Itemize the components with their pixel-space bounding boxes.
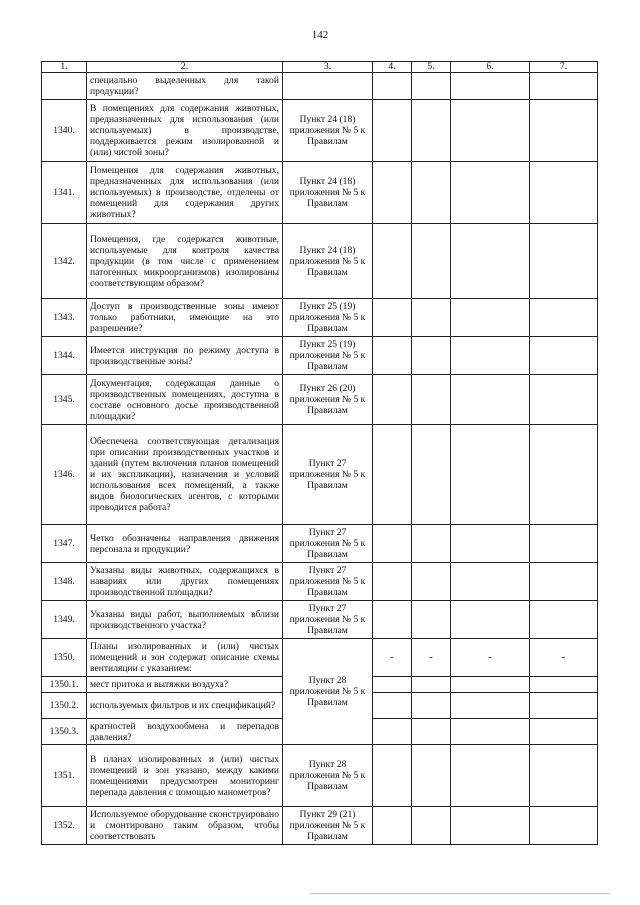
row-number: 1342.	[42, 224, 87, 299]
row-number: 1350.	[42, 639, 87, 677]
answer-cell-col-4	[373, 100, 412, 162]
answer-cell-col-4	[373, 525, 412, 563]
answer-cell-col-6	[451, 693, 530, 719]
table-row	[42, 73, 598, 100]
legal-reference: Пункт 27 приложения № 5 к Правилам	[283, 425, 373, 525]
answer-cell-col-7	[530, 677, 598, 693]
answer-cell-col-6	[451, 745, 530, 807]
header-col-3: 3.	[283, 62, 373, 73]
answer-cell-col-4	[373, 299, 412, 337]
row-number: 1343.	[42, 299, 87, 337]
question-text: Указаны виды животных, содержащихся в навариях или других помещениях производственной площадки?	[87, 563, 283, 601]
answer-cell-col-7	[530, 601, 598, 639]
answer-cell-col-6	[451, 100, 530, 162]
header-col-5: 5.	[412, 62, 451, 73]
answer-cell-col-5	[412, 299, 451, 337]
answer-cell-col-4	[373, 693, 412, 719]
answer-cell-col-4	[373, 425, 412, 525]
question-text: Помещения для содержания животных, предназначенных для использования (или используемых) в производстве, отделены от помещений для содержания других животных?	[87, 162, 283, 224]
legal-reference: Пункт 27 приложения № 5 к Правилам	[283, 525, 373, 563]
question-text: Имеется инструкция по режиму доступа в производственные зоны?	[87, 337, 283, 375]
row-number: 1351.	[42, 745, 87, 807]
legal-reference: Пункт 27 приложения № 5 к Правилам	[283, 563, 373, 601]
answer-cell-col-6	[451, 224, 530, 299]
row-number: 1350.2.	[42, 693, 87, 719]
answer-cell-col-5	[412, 100, 451, 162]
answer-cell-col-7: -	[530, 639, 598, 677]
answer-cell-col-5	[412, 677, 451, 693]
row-number: 1352.	[42, 807, 87, 845]
table-row	[42, 375, 598, 425]
answer-cell-col-6	[451, 375, 530, 425]
legal-reference: Пункт 29 (21) приложения № 5 к Правилам	[283, 807, 373, 845]
table-row	[42, 525, 598, 563]
answer-cell-col-6	[451, 73, 530, 100]
answer-cell-col-5	[412, 563, 451, 601]
legal-reference: Пункт 24 (18) приложения № 5 к Правилам	[283, 100, 373, 162]
answer-cell-col-5	[412, 745, 451, 807]
answer-cell-col-6	[451, 807, 530, 845]
row-number: 1350.1.	[42, 677, 87, 693]
question-text: используемых фильтров и их спецификаций?	[87, 693, 283, 719]
page-number: 142	[311, 29, 329, 41]
legal-reference	[283, 73, 373, 100]
answer-cell-col-7	[530, 100, 598, 162]
question-text: В планах изолированных и (или) чистых помещений и зон указано, между какими помещениями предусмотрен мониторинг перепада давления с помощью манометров?	[87, 745, 283, 807]
legal-reference: Пункт 24 (18) приложения № 5 к Правилам	[283, 162, 373, 224]
answer-cell-col-7	[530, 425, 598, 525]
table-row	[42, 601, 598, 639]
answer-cell-col-5	[412, 525, 451, 563]
answer-cell-col-6	[451, 563, 530, 601]
table-row	[42, 224, 598, 299]
answer-cell-col-5	[412, 337, 451, 375]
legal-reference: Пункт 27 приложения № 5 к Правилам	[283, 601, 373, 639]
answer-cell-col-4	[373, 601, 412, 639]
answer-cell-col-4	[373, 563, 412, 601]
legal-reference: Пункт 28 приложения № 5 к Правилам	[283, 745, 373, 807]
question-text: Обеспечена соответствующая детализация при описании производственных участков и зданий (путем включения планов помещений и их экспликации), назначения и условий использования всех помещений, а также видов биологических агентов, с которыми проводится работа?	[87, 425, 283, 525]
answer-cell-col-4	[373, 337, 412, 375]
header-col-6: 6.	[451, 62, 530, 73]
answer-cell-col-6	[451, 601, 530, 639]
answer-cell-col-7	[530, 807, 598, 845]
answer-cell-col-5	[412, 375, 451, 425]
question-text: Помещения, где содержатся животные, используемые для контроля качества продукции (в том числе с применением патогенных микроорганизмов) изолированы соответствующим образом?	[87, 224, 283, 299]
answer-cell-col-5	[412, 719, 451, 745]
table-row	[42, 807, 598, 845]
row-number: 1345.	[42, 375, 87, 425]
row-number: 1347.	[42, 525, 87, 563]
answer-cell-col-6	[451, 425, 530, 525]
header-row	[42, 62, 598, 73]
answer-cell-col-4: -	[373, 639, 412, 677]
question-text: Доступ в производственные зоны имеют только работники, имеющие на это разрешение?	[87, 299, 283, 337]
row-number: 1346.	[42, 425, 87, 525]
answer-cell-col-6	[451, 677, 530, 693]
row-number: 1348.	[42, 563, 87, 601]
answer-cell-col-5	[412, 73, 451, 100]
answer-cell-col-6	[451, 162, 530, 224]
question-text: кратностей воздухообмена и перепадов давления?	[87, 719, 283, 745]
answer-cell-col-7	[530, 73, 598, 100]
row-number: 1349.	[42, 601, 87, 639]
table-row	[42, 299, 598, 337]
answer-cell-col-7	[530, 563, 598, 601]
answer-cell-col-7	[530, 162, 598, 224]
table-row	[42, 337, 598, 375]
table-row	[42, 100, 598, 162]
answer-cell-col-6	[451, 299, 530, 337]
table-row	[42, 639, 598, 677]
question-text: Документация, содержащая данные о производственных помещениях, доступна в составе основного досье производственной площадки?	[87, 375, 283, 425]
answer-cell-col-4	[373, 677, 412, 693]
answer-cell-col-6	[451, 525, 530, 563]
answer-cell-col-4	[373, 224, 412, 299]
checklist-table	[41, 61, 598, 845]
answer-cell-col-5	[412, 601, 451, 639]
question-text: В помещениях для содержания животных, предназначенных для использования (или используемых) в производстве, поддерживается режим изолированной и (или) чистой зоны?	[87, 100, 283, 162]
row-number	[42, 73, 87, 100]
answer-cell-col-4	[373, 162, 412, 224]
answer-cell-col-4	[373, 745, 412, 807]
table-row	[42, 425, 598, 525]
question-text: Планы изолированных и (или) чистых помещений и зон содержат описание схемы вентиляции с указанием:	[87, 639, 283, 677]
answer-cell-col-6	[451, 719, 530, 745]
answer-cell-col-7	[530, 224, 598, 299]
question-text: Указаны виды работ, выполняемых вблизи производственного участка?	[87, 601, 283, 639]
row-number: 1341.	[42, 162, 87, 224]
header-col-1: 1.	[42, 62, 87, 73]
table-row	[42, 162, 598, 224]
header-col-7: 7.	[530, 62, 598, 73]
legal-reference: Пункт 26 (20) приложения № 5 к Правилам	[283, 375, 373, 425]
question-text: мест притока и вытяжки воздуха?	[87, 677, 283, 693]
answer-cell-col-4	[373, 719, 412, 745]
answer-cell-col-7	[530, 375, 598, 425]
answer-cell-col-5	[412, 162, 451, 224]
answer-cell-col-7	[530, 299, 598, 337]
legal-reference: Пункт 25 (19) приложения № 5 к Правилам	[283, 337, 373, 375]
table-row	[42, 745, 598, 807]
answer-cell-col-4	[373, 73, 412, 100]
answer-cell-col-5	[412, 807, 451, 845]
answer-cell-col-5	[412, 693, 451, 719]
question-text: Четко обозначены направления движения персонала и продукции?	[87, 525, 283, 563]
scan-edge-line	[310, 893, 610, 894]
answer-cell-col-7	[530, 693, 598, 719]
legal-reference: Пункт 25 (19) приложения № 5 к Правилам	[283, 299, 373, 337]
answer-cell-col-4	[373, 375, 412, 425]
question-text: Используемое оборудование сконструировано и смонтировано таким образом, чтобы соответствовать	[87, 807, 283, 845]
answer-cell-col-5	[412, 425, 451, 525]
header-col-2: 2.	[87, 62, 283, 73]
table-body	[42, 73, 598, 845]
row-number: 1340.	[42, 100, 87, 162]
question-text: специально выделенных для такой продукции?	[87, 73, 283, 100]
answer-cell-col-5	[412, 224, 451, 299]
answer-cell-col-6: -	[451, 639, 530, 677]
row-number: 1350.3.	[42, 719, 87, 745]
row-number: 1344.	[42, 337, 87, 375]
header-col-4: 4.	[373, 62, 412, 73]
legal-reference: Пункт 24 (18) приложения № 5 к Правилам	[283, 224, 373, 299]
answer-cell-col-6	[451, 337, 530, 375]
answer-cell-col-7	[530, 525, 598, 563]
answer-cell-col-7	[530, 337, 598, 375]
answer-cell-col-5: -	[412, 639, 451, 677]
answer-cell-col-7	[530, 719, 598, 745]
table-row	[42, 563, 598, 601]
answer-cell-col-4	[373, 807, 412, 845]
answer-cell-col-7	[530, 745, 598, 807]
legal-reference: Пункт 28 приложения № 5 к Правилам	[283, 639, 373, 745]
